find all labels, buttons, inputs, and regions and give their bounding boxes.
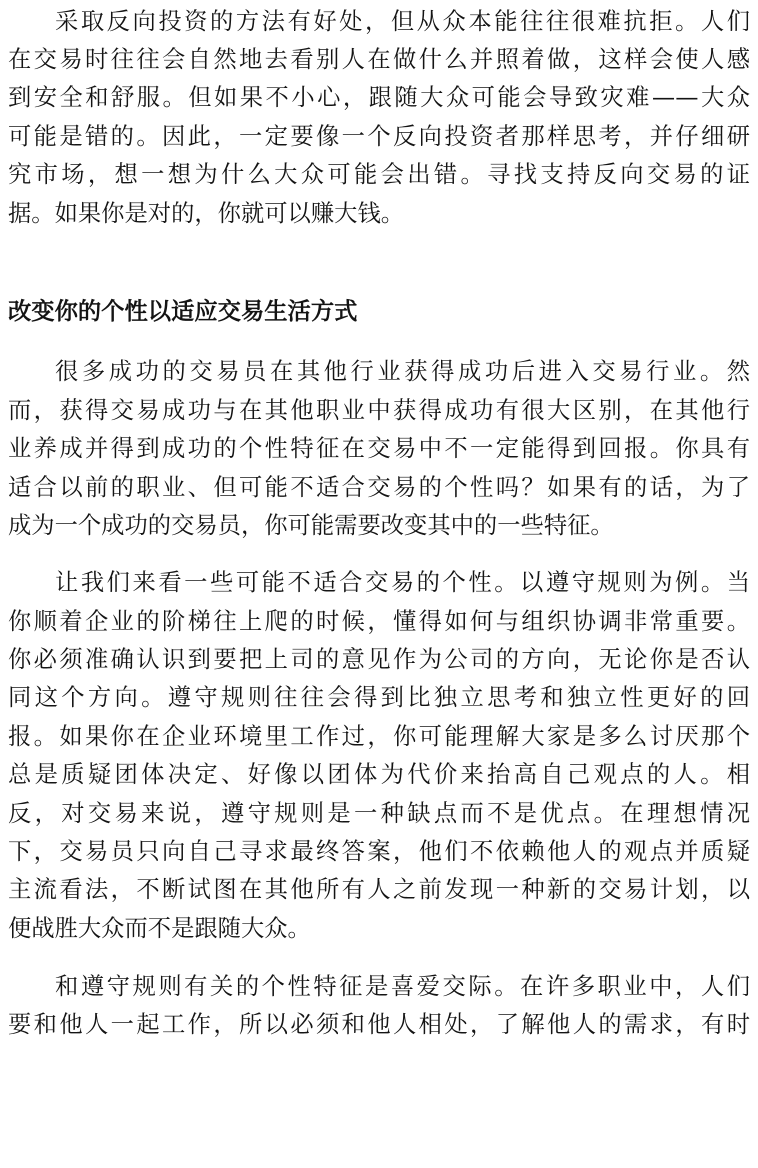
text-line: 和遵守规则有关的个性特征是喜爱交际。在许多职业中，人们: [55, 973, 750, 1000]
text-line: 便战胜大众而不是跟随大众。: [8, 915, 311, 942]
text-line: 成为一个成功的交易员，你可能需要改变其中的一些特征。: [8, 512, 614, 539]
text-line: 采取反向投资的方法有好处，但从众本能往往很难抗拒。人们: [55, 8, 750, 35]
text-line: 你顺着企业的阶梯往上爬的时候，懂得如何与组织协调非常重要。: [8, 608, 750, 635]
text-line: 下，交易员只向自己寻求最终答案，他们不依赖他人的观点并质疑: [8, 838, 750, 865]
text-line: 可能是错的。因此，一定要像一个反向投资者那样思考，并仔细研: [8, 123, 750, 150]
text-line: 报。如果你在企业环境里工作过，你可能理解大家是多么讨厌那个: [8, 723, 750, 750]
text-line: 在交易时往往会自然地去看别人在做什么并照着做，这样会使人感: [8, 46, 750, 73]
text-line: 据。如果你是对的，你就可以赚大钱。: [8, 200, 405, 227]
text-line: 主流看法，不断试图在其他所有人之前发现一种新的交易计划，以: [8, 876, 750, 903]
text-line: 要和他人一起工作，所以必须和他人相处，了解他人的需求，有时: [8, 1011, 750, 1038]
text-line: 究市场，想一想为什么大众可能会出错。寻找支持反向交易的证: [8, 161, 750, 188]
text-line: 适合以前的职业、但可能不适合交易的个性吗？如果有的话，为了: [8, 474, 750, 501]
document-page: [8, 0, 750, 1168]
text-line: 总是质疑团体决定、好像以团体为代价来抬高自己观点的人。相: [8, 761, 750, 788]
text-line: 同这个方向。遵守规则往往会得到比独立思考和独立性更好的回: [8, 684, 750, 711]
text-line: 到安全和舒服。但如果不小心，跟随大众可能会导致灾难——大众: [8, 84, 750, 111]
text-line: 而，获得交易成功与在其他职业中获得成功有很大区别，在其他行: [8, 397, 750, 424]
text-line: 很多成功的交易员在其他行业获得成功后进入交易行业。然: [55, 358, 750, 385]
text-line: 反，对交易来说，遵守规则是一种缺点而不是优点。在理想情况: [8, 800, 750, 827]
section-heading: 改变你的个性以适应交易生活方式: [8, 298, 358, 325]
text-line: 让我们来看一些可能不适合交易的个性。以遵守规则为例。当: [55, 569, 750, 596]
text-line: 你必须准确认识到要把上司的意见作为公司的方向，无论你是否认: [8, 646, 750, 673]
text-line: 业养成并得到成功的个性特征在交易中不一定能得到回报。你具有: [8, 435, 750, 462]
